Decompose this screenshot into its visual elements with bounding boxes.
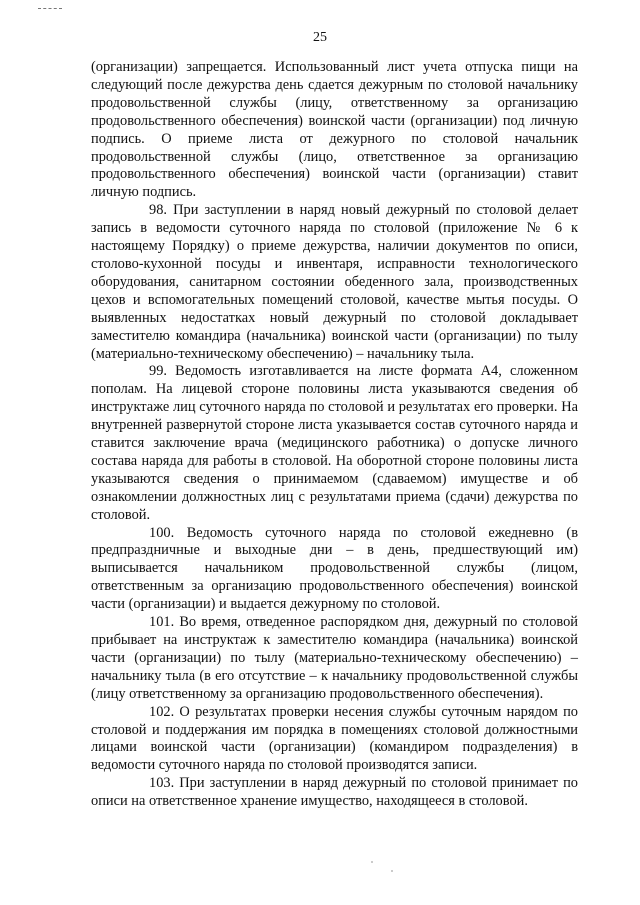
paragraph-continuation: (организации) запрещается. Использованный лист учета отпуска пищи на следующий после дежурства день сдается дежурным по столовой начальнику продовольственной службы (лицу, ответственному за организацию продовольственного обеспечения) воинской части (организации) под личную подпись. О приеме листа от дежурного по столовой начальник продовольственной службы (лицо, ответственное за организацию продовольственного обеспечения) воинской части (организации) ставит личную подпись. xyxy=(91,59,578,201)
page-number: 25 xyxy=(313,30,327,45)
scan-corner-mark xyxy=(38,8,62,9)
scan-speck xyxy=(391,870,393,872)
document-body xyxy=(91,59,578,811)
scan-speck xyxy=(371,861,373,863)
paragraph-98: 98. При заступлении в наряд новый дежурный по столовой делает запись в ведомости суточного наряда по столовой (приложение № 6 к настоящему Порядку) о приеме дежурства, наличии документов по описи, столово-кухонной посуды и инвентаря, исправности технологического оборудования, санитарном состоянии обеденного зала, производственных цехов и вспомогательных помещений столовой, качестве мытья посуды. О выявленных недостатках новый дежурный по столовой докладывает заместителю командира (начальника) воинской части (организации) по тылу (материально-техническому обеспечению) – начальнику тыла. xyxy=(91,202,578,362)
paragraph-101: 101. Во время, отведенное распорядком дня, дежурный по столовой прибывает на инструктаж к заместителю командира (начальника) воинской части (организации) по тылу (материально-техническому обеспечению) – начальнику тыла (в его отсутствие – к начальнику продовольственной службы (лицу ответственному за организацию продовольственного обеспечения). xyxy=(91,614,578,702)
paragraph-100: 100. Ведомость суточного наряда по столовой ежедневно (в предпраздничные и выходные дни – в день, предшествующий им) выписывается начальником продовольственной службы (лицом, ответственным за организацию продовольственного обеспечения) воинской части (организации) и выдается дежурному по столовой. xyxy=(91,524,578,613)
paragraph-102: 102. О результатах проверки несения службы суточным нарядом по столовой и поддержания им порядка в помещениях столовой должностными лицами воинской части (организации) (командиром подразделения) в ведомости суточного наряда по столовой производятся записи. xyxy=(91,703,578,774)
paragraph-103: 103. При заступлении в наряд дежурный по столовой принимает по описи на ответственное хранение имущество, находящееся в столовой. xyxy=(91,775,578,810)
paragraph-99: 99. Ведомость изготавливается на листе формата А4, сложенном пополам. На лицевой стороне половины листа указываются сведения об инструктаже лиц суточного наряда по столовой и результатах его проверки. На внутренней развернутой стороне листа указывается состав суточного наряда и ставится заключение врача (медицинского работника) о допуске личного состава наряда для работы в столовой. На оборотной стороне половины листа указываются сведения о принимаемом (сдаваемом) имуществе и об ознакомлении должностных лиц с результатами приема (сдачи) дежурства по столовой. xyxy=(91,363,578,523)
